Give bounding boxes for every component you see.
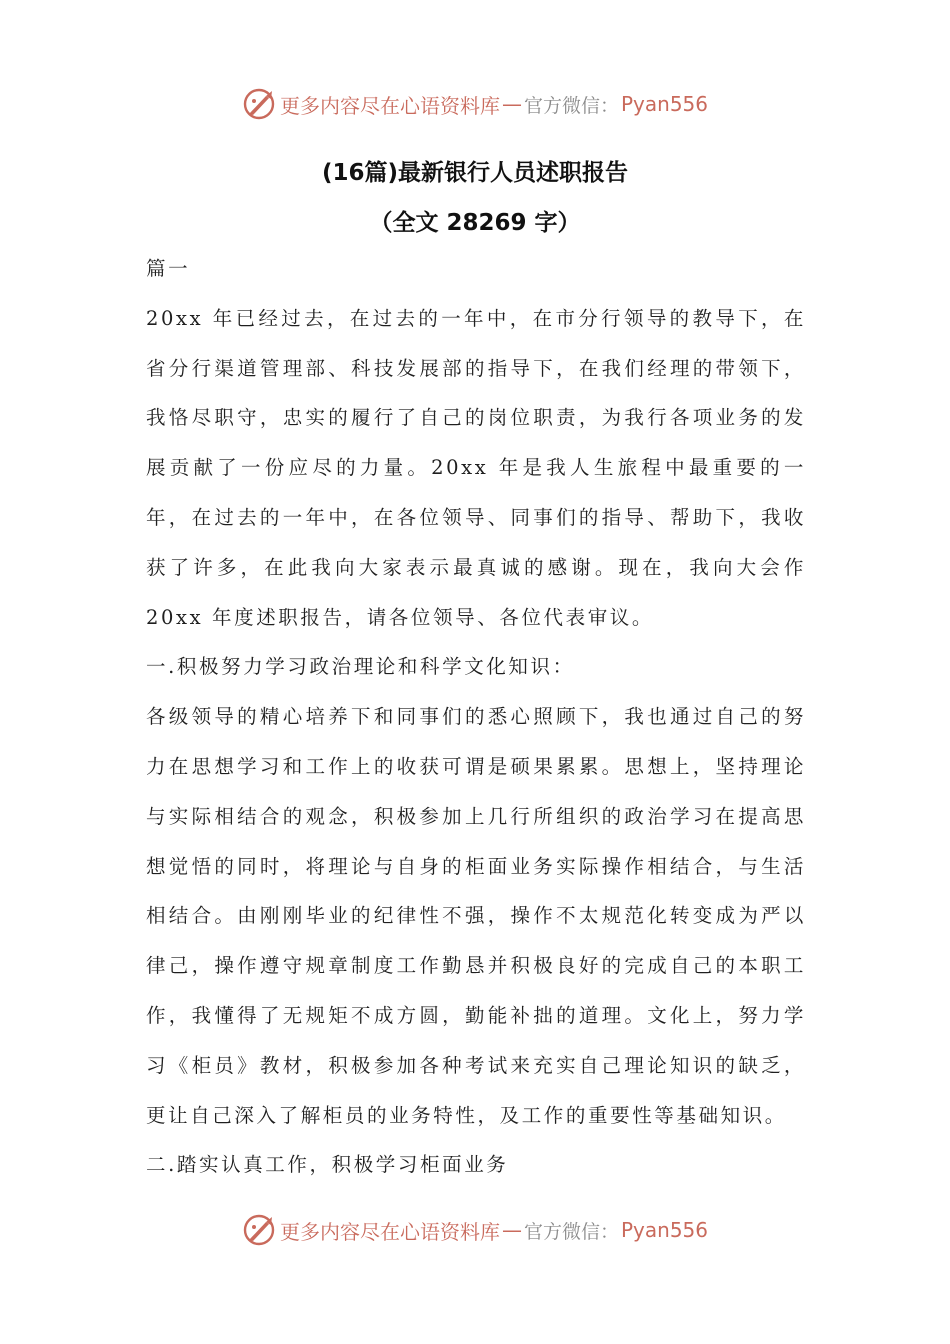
body-paragraph-intro: 20xx 年已经过去，在过去的一年中，在市分行领导的教导下，在省分行渠道管理部、科技发展部的指导下，在我们经理的带领下，我恪尽职守，忠实的履行了自己的岗位职责，为我行各项业务的发展贡献了一份应尽的力量。20xx 年是我人生旅程中最重要的一年，在过去的一年中，在各位领导、同事们的指导、帮助下，我收获了许多，在此我向大家表示最真诚的感谢。现在，我向大会作 20xx 年度述职报告，请各位领导、各位代表审议。: [146, 306, 806, 629]
footer-watermark-banner: [0, 1208, 950, 1252]
banner-slogan: 更多内容尽在心语资料库: [279, 1219, 500, 1244]
banner-wechat-id: Pyan556: [621, 92, 709, 116]
banner-official-label: 官方微信：: [523, 94, 619, 117]
banner-official-label: 官方微信：: [523, 1220, 619, 1243]
quill-circle-logo-icon: [242, 87, 276, 121]
banner-slogan: 更多内容尽在心语资料库: [279, 93, 500, 118]
banner-wechat-id: Pyan556: [621, 1218, 709, 1242]
body-paragraph-study: 各级领导的精心培养下和同事们的悉心照顾下，我也通过自己的努力在思想学习和工作上的收获可谓是硕果累累。思想上，坚持理论与实际相结合的观念，积极参加上几行所组织的政治学习在提高思想觉悟的同时，将理论与自身的柜面业务实际操作相结合，与生活相结合。由刚刚毕业的纪律性不强，操作不太规范化转变成为严以律己，操作遵守规章制度工作勤恳并积极良好的完成自己的本职工作，我懂得了无规矩不成方圆，勤能补拙的道理。文化上，努力学习《柜员》教材，积极参加各种考试来充实自己理论知识的缺乏，更让自己深入了解柜员的业务特性，及工作的重要性等基础知识。: [146, 705, 806, 1127]
section-heading-one: 一.积极努力学习政治理论和科学文化知识：: [146, 655, 575, 679]
section-label: 篇一: [146, 257, 191, 280]
document-subtitle: （全文 28269 字）: [369, 210, 581, 236]
banner-dash: —: [501, 92, 522, 116]
document-body: [146, 244, 806, 1190]
section-heading-two: 二.踏实认真工作，积极学习柜面业务: [146, 1153, 509, 1177]
banner-dash: —: [501, 1218, 522, 1242]
header-watermark-banner: [0, 82, 950, 126]
document-title: (16篇)最新银行人员述职报告: [321, 160, 629, 186]
quill-circle-logo-icon: [242, 1213, 276, 1247]
